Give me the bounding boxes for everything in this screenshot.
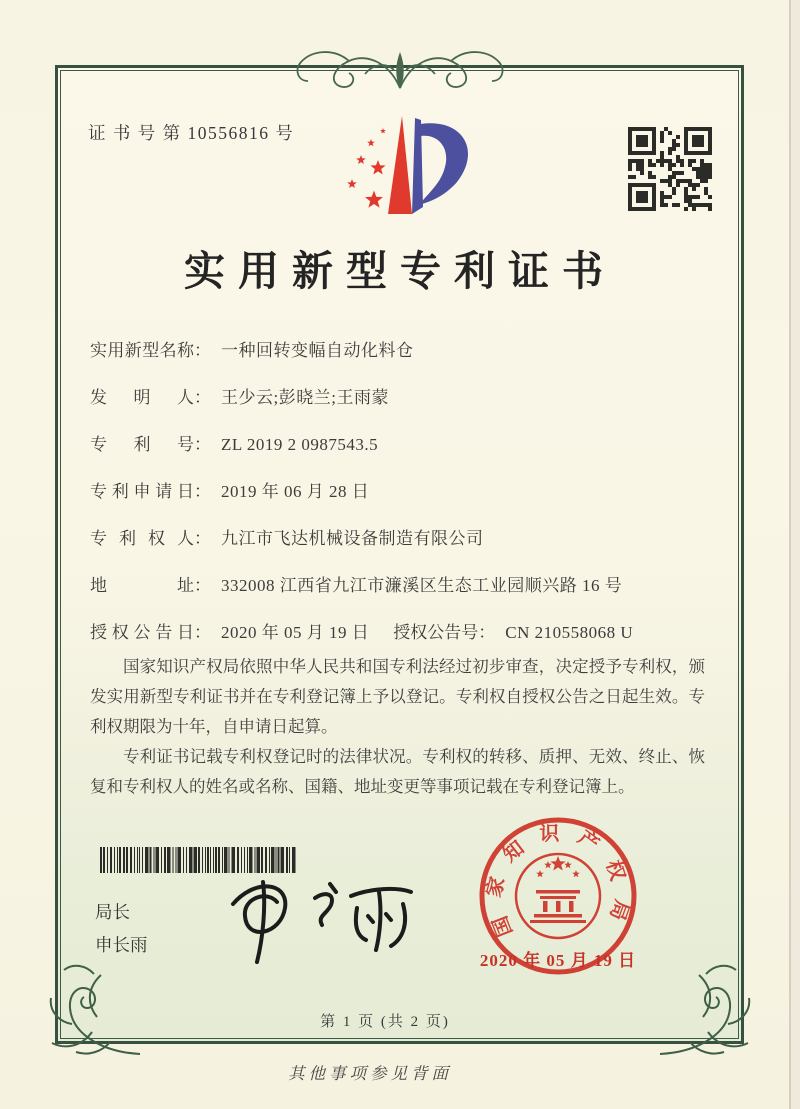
field-row-address: 地址： 332008 江西省九江市濂溪区生态工业园顺兴路 16 号 [90,571,710,618]
director-name: 申长雨 [95,935,148,956]
field-value: 九江市飞达机械设备制造有限公司 [221,529,484,548]
field-label: 授权公告号 [393,623,479,642]
legal-paragraph-1: 国家知识产权局依照中华人民共和国专利法经过初步审查，决定授予专利权，颁发实用新型专利证书并在专利登记簿上予以登记。专利权自授权公告之日起生效。专利权期限为十年，自申请日起算。 [90,657,705,737]
seal-emblem-icon [516,854,600,938]
field-label: 专利权人 [90,529,194,548]
legal-paragraph-2: 专利证书记载专利权登记时的法律状况。专利权的转移、质押、无效、终止、恢复和专利权人的姓名或名称、国籍、地址变更等事项记载在专利登记簿上。 [90,747,705,797]
field-value: 王少云;彭晓兰;王雨蒙 [221,388,389,407]
qr-code [628,127,712,211]
seal-date: 2020 年 05 月 19 日 [479,951,637,970]
field-row-filing-date: 专利申请日： 2019 年 06 月 28 日 [90,477,710,524]
logo-stars [347,128,386,208]
certificate-title: 实用新型专利证书 [184,248,616,294]
field-pair-grant-number: 授权公告号： CN 210558068 U [393,623,634,642]
field-value: 332008 江西省九江市濂溪区生态工业园顺兴路 16 号 [221,576,623,595]
field-label: 发明人 [90,388,194,407]
field-value: 2020 年 05 月 19 日 [221,623,370,642]
director-block [95,896,148,963]
seal-emblem-stars [536,856,580,877]
field-label: 实用新型名称 [90,341,194,360]
field-label: 地址 [90,576,194,595]
cnipa-logo-icon [328,110,484,228]
field-label: 专利申请日 [90,482,194,501]
certificate-number: 证 书 号 第 10556816 号 [88,123,295,143]
field-row-name: 实用新型名称： 一种回转变幅自动化料仓 [90,336,710,383]
legal-text [90,652,705,802]
field-row-patent-number: 专利号： ZL 2019 2 0987543.5 [90,430,710,477]
field-row-inventors: 发明人： 王少云;彭晓兰;王雨蒙 [90,383,710,430]
field-label: 授权公告日 [90,623,194,642]
scan-page-edge-line [789,0,791,1109]
field-value: 一种回转变幅自动化料仓 [221,341,414,360]
director-signature-script [205,872,420,967]
field-value: ZL 2019 2 0987543.5 [221,435,379,454]
field-row-grant-date-and-number: 授权公告日： 2020 年 05 月 19 日 授权公告号： CN 210558068 U [90,618,710,665]
field-value: CN 210558068 U [505,623,634,642]
field-list [90,336,710,665]
field-label: 专利号 [90,435,194,454]
back-note: 其他事项参见背面 [288,1064,452,1083]
scan-page-edge [791,0,800,1109]
field-row-patentee: 专利权人： 九江市飞达机械设备制造有限公司 [90,524,710,571]
field-value: 2019 年 06 月 28 日 [221,482,370,501]
page-number: 第 1 页 (共 2 页) [320,1014,450,1030]
seal-ring-text: 国家知识产权局 [482,822,634,940]
director-title: 局长 [95,902,130,922]
barcode [100,847,300,873]
top-border-ornament-icon [270,40,530,92]
